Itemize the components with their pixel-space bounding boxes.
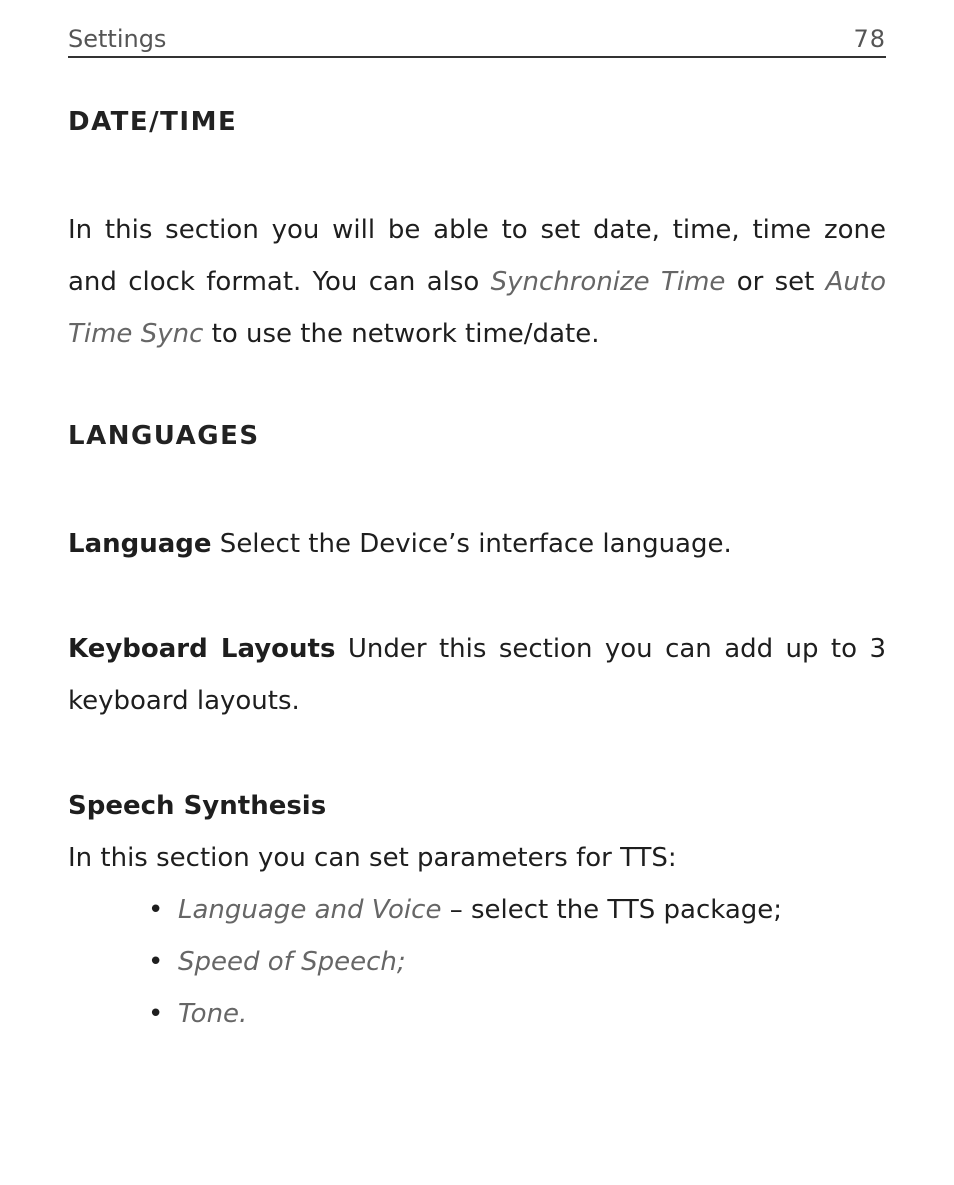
datetime-text-3: to use the network time/date.: [203, 319, 600, 349]
list-item: [148, 936, 782, 988]
keyboard-layouts-description: Under this section you can add up to 3 keyboard layouts.: [68, 634, 886, 716]
tts-parameter-list: [148, 884, 782, 1040]
auto-time-sync-term: Auto Time Sync: [68, 267, 886, 349]
keyboard-layouts-term: Keyboard Layouts: [68, 634, 336, 664]
list-item-term: Speed of Speech;: [178, 947, 406, 977]
language-term: Language: [68, 529, 212, 559]
bullet-icon: •: [148, 999, 164, 1029]
languages-heading: LANGUAGES: [68, 421, 260, 451]
datetime-heading: DATE/TIME: [68, 107, 238, 137]
list-item: [148, 884, 782, 936]
language-paragraph: [68, 518, 886, 570]
list-item: [148, 988, 782, 1040]
list-item-term: Tone.: [178, 999, 248, 1029]
speech-synthesis-heading: Speech Synthesis: [68, 791, 327, 821]
speech-synthesis-intro: In this section you can set parameters for TTS:: [68, 843, 677, 873]
keyboard-layouts-paragraph: [68, 623, 886, 727]
datetime-paragraph: [68, 204, 886, 360]
datetime-text-1: In this section you will be able to set date, time, time zone and clock format. You can also: [68, 215, 886, 297]
bullet-icon: •: [148, 947, 164, 977]
page-header: [68, 22, 886, 58]
list-item-term: Language and Voice: [178, 895, 442, 925]
language-description: Select the Device’s interface language.: [211, 529, 732, 559]
datetime-text-2: or set: [725, 267, 826, 297]
page-number: 78: [853, 25, 886, 53]
bullet-icon: •: [148, 895, 164, 925]
synchronize-time-term: Synchronize Time: [490, 267, 726, 297]
list-item-text: – select the TTS package;: [441, 895, 783, 925]
header-section-title: Settings: [68, 25, 167, 53]
